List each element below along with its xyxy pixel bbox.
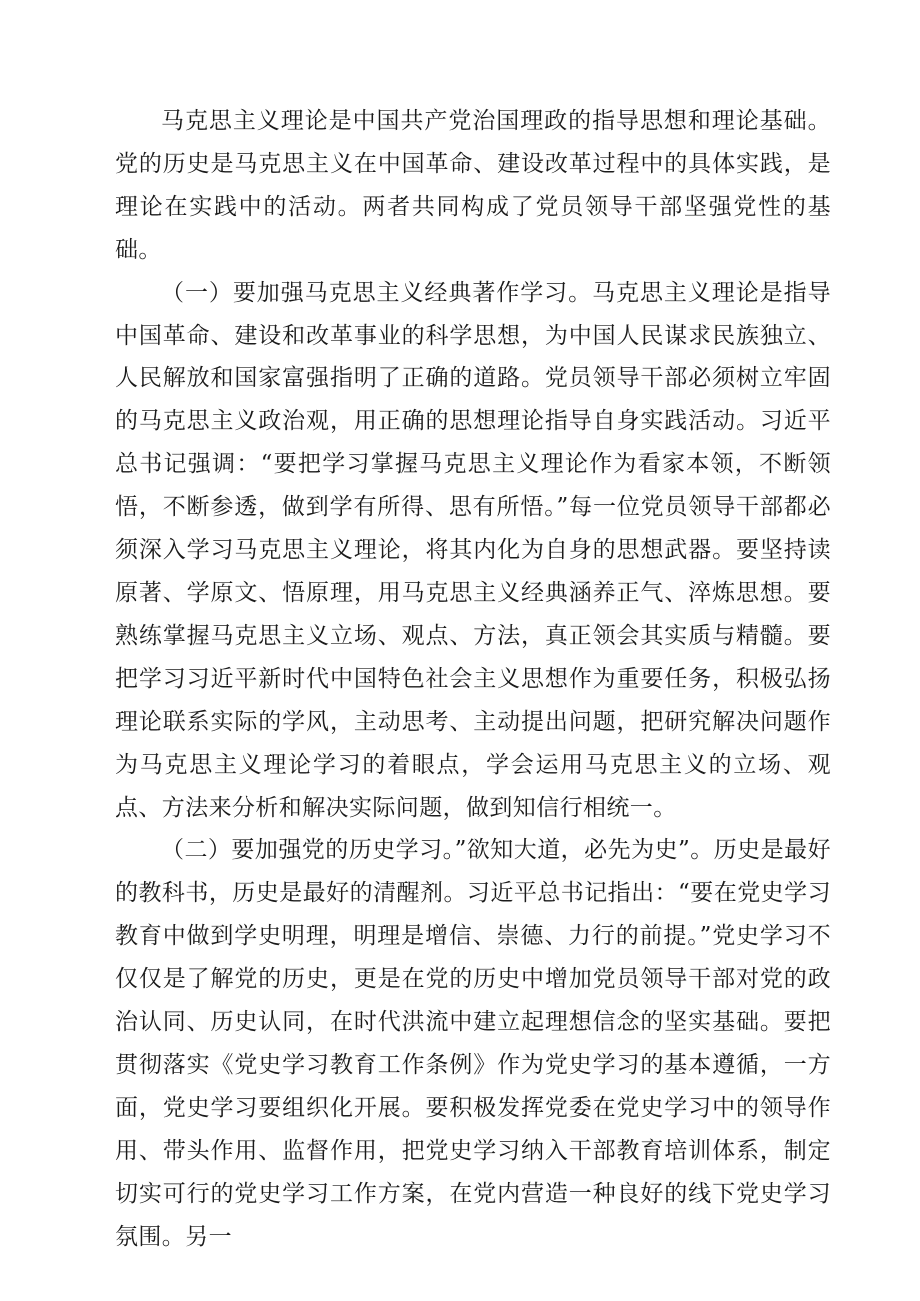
paragraph-section-2: （二）要加强党的历史学习。”欲知大道，必先为史”。历史是最好的教科书，历史是最好的清醒剂。习近平总书记指出：“要在党史学习教育中做到学史明理，明理是增信、崇德、力行的前提。”党史学习不仅仅是了解党的历史，更是在党的历史中增加党员领导干部对党的政治认同、历史认同，在时代洪流中建立起理想信念的坚实基础。要把贯彻落实《党史学习教育工作条例》作为党史学习的基本遵循，一方面，党史学习要组织化开展。要积极发挥党委在党史学习中的领导作用、带头作用、监督作用，把党史学习纳入干部教育培训体系，制定切实可行的党史学习工作方案，在党内营造一种良好的线下党史学习氛围。另一 [115, 837, 831, 1250]
paragraph-section-1: （一）要加强马克思主义经典著作学习。马克思主义理论是指导中国革命、建设和改革事业的科学思想，为中国人民谋求民族独立、人民解放和国家富强指明了正确的道路。党员领导干部必须树立牢固的马克思主义政治观，用正确的思想理论指导自身实践活动。习近平总书记强调：“要把学习掌握马克思主义理论作为看家本领，不断领悟，不断参透，做到学有所得、思有所悟。”每一位党员领导干部都必须深入学习马克思主义理论，将其内化为自身的思想武器。要坚持读原著、学原文、悟原理，用马克思主义经典涵养正气、淬炼思想。要熟练掌握马克思主义立场、观点、方法，真正领会其实质与精髓。要把学习习近平新时代中国特色社会主义思想作为重要任务，积极弘扬理论联系实际的学风，主动思考、主动提出问题，把研究解决问题作为马克思主义理论学习的着眼点，学会运用马克思主义的立场、观点、方法来分析和解决实际问题，做到知信行相统一。 [115, 279, 831, 821]
document-body [115, 100, 831, 1258]
paragraph-intro: 马克思主义理论是中国共产党治国理政的指导思想和理论基础。党的历史是马克思主义在中国革命、建设改革过程中的具体实践，是理论在实践中的活动。两者共同构成了党员领导干部坚强党性的基础。 [115, 108, 831, 263]
